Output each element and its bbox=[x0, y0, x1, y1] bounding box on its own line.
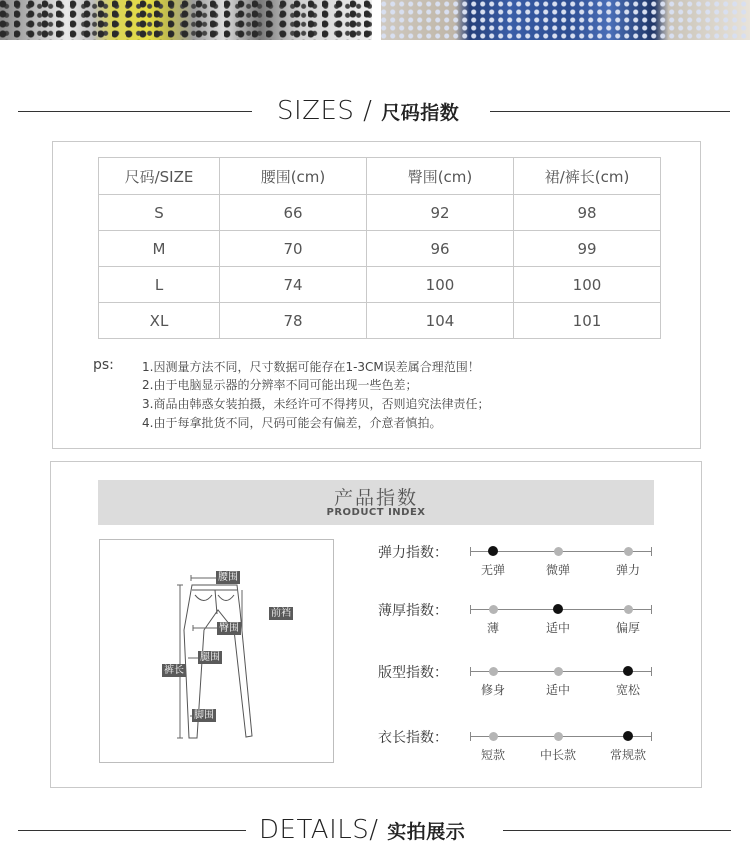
index-dot bbox=[554, 732, 563, 741]
table-cell: L bbox=[99, 267, 220, 303]
index-dot-selected bbox=[623, 731, 633, 741]
details-section-title bbox=[259, 815, 465, 845]
index-option-label: 弹力 bbox=[615, 563, 641, 577]
table-row bbox=[99, 303, 661, 339]
length-label: 裤长 bbox=[164, 665, 184, 676]
table-row bbox=[99, 195, 661, 231]
table-header-cell: 裙/裤长(cm) bbox=[514, 158, 661, 195]
index-scale-tick bbox=[651, 732, 652, 741]
index-dot bbox=[624, 605, 633, 614]
index-dot bbox=[554, 547, 563, 556]
sizes-title-zh: 尺码指数 bbox=[381, 102, 460, 124]
index-option-label: 常规款 bbox=[609, 748, 647, 762]
sizes-section-title bbox=[277, 96, 459, 126]
table-cell: M bbox=[99, 231, 220, 267]
index-dot bbox=[489, 667, 498, 676]
hem-label: 脚围 bbox=[194, 710, 214, 721]
index-scale-tick bbox=[470, 605, 471, 614]
table-cell: 78 bbox=[220, 303, 367, 339]
note-line: 1.因测量方法不同，尺寸数据可能存在1-3CM误差属合理范围！ bbox=[142, 360, 480, 374]
index-option-label: 适中 bbox=[545, 683, 571, 697]
product-index-banner bbox=[98, 480, 654, 525]
index-scale-tick bbox=[651, 547, 652, 556]
table-cell: 101 bbox=[514, 303, 661, 339]
table-cell: 100 bbox=[367, 267, 514, 303]
size-table bbox=[98, 157, 661, 339]
table-cell: 98 bbox=[514, 195, 661, 231]
index-row-label: 弹力指数： bbox=[378, 545, 448, 561]
index-option-label: 短款 bbox=[480, 748, 506, 762]
table-header-cell: 臀围(cm) bbox=[367, 158, 514, 195]
product-index-title: 产品指数 bbox=[333, 487, 418, 509]
table-cell: 74 bbox=[220, 267, 367, 303]
product-photo-left bbox=[0, 0, 372, 40]
details-title-sep: / bbox=[369, 815, 388, 845]
product-photo-right bbox=[381, 0, 750, 40]
index-option-label: 适中 bbox=[545, 621, 571, 635]
table-cell: 104 bbox=[367, 303, 514, 339]
index-dot bbox=[624, 547, 633, 556]
index-dot bbox=[489, 732, 498, 741]
index-scale-tick bbox=[470, 667, 471, 676]
table-cell: 66 bbox=[220, 195, 367, 231]
index-dot-selected bbox=[623, 666, 633, 676]
table-cell: 96 bbox=[367, 231, 514, 267]
front-rise-label: 前裆 bbox=[271, 608, 291, 619]
table-cell: S bbox=[99, 195, 220, 231]
table-header-cell: 尺码/SIZE bbox=[99, 158, 220, 195]
note-line: 2.由于电脑显示器的分辨率不同可能出现一些色差； bbox=[142, 378, 418, 392]
index-dot-selected bbox=[553, 604, 563, 614]
table-row bbox=[99, 231, 661, 267]
sizes-title-en: SIZES bbox=[277, 96, 355, 126]
details-title-en: DETAILS bbox=[259, 815, 370, 845]
table-cell: XL bbox=[99, 303, 220, 339]
index-scale-tick bbox=[470, 547, 471, 556]
notes-prefix: ps: bbox=[93, 357, 114, 373]
index-row-label: 衣长指数： bbox=[378, 730, 448, 746]
note-line: 4.由于每拿批货不同，尺码可能会有偏差，介意者慎拍。 bbox=[142, 416, 442, 430]
index-scale-tick bbox=[651, 605, 652, 614]
pants-diagram bbox=[99, 539, 334, 763]
index-scale-tick bbox=[470, 732, 471, 741]
table-cell: 99 bbox=[514, 231, 661, 267]
index-scale-tick bbox=[651, 667, 652, 676]
index-dot-selected bbox=[488, 546, 498, 556]
index-option-label: 薄 bbox=[486, 621, 500, 635]
hip-label: 臀围 bbox=[219, 623, 239, 634]
divider-line bbox=[18, 830, 246, 831]
table-cell: 100 bbox=[514, 267, 661, 303]
index-option-label: 宽松 bbox=[615, 683, 641, 697]
note-line: 3.商品由韩惑女装拍摄，未经许可不得拷贝，否则追究法律责任； bbox=[142, 397, 490, 411]
table-cell: 92 bbox=[367, 195, 514, 231]
divider-line bbox=[503, 830, 731, 831]
table-row bbox=[99, 267, 661, 303]
index-dot bbox=[489, 605, 498, 614]
table-header-cell: 腰围(cm) bbox=[220, 158, 367, 195]
sizes-title-sep: / bbox=[354, 96, 382, 126]
index-option-label: 中长款 bbox=[539, 748, 577, 762]
index-option-label: 偏厚 bbox=[615, 621, 641, 635]
divider-line bbox=[490, 111, 730, 112]
details-title-zh: 实拍展示 bbox=[387, 821, 466, 843]
size-table-header bbox=[99, 158, 661, 195]
divider-line bbox=[18, 111, 252, 112]
waist-label: 腰围 bbox=[218, 572, 238, 583]
index-row-label: 版型指数： bbox=[378, 665, 448, 681]
table-cell: 70 bbox=[220, 231, 367, 267]
index-option-label: 修身 bbox=[480, 683, 506, 697]
index-row-label: 薄厚指数： bbox=[378, 603, 448, 619]
index-option-label: 微弹 bbox=[545, 563, 571, 577]
index-dot bbox=[554, 667, 563, 676]
index-option-label: 无弹 bbox=[480, 563, 506, 577]
thigh-label: 腿围 bbox=[200, 652, 220, 663]
product-index-subtitle: PRODUCT INDEX bbox=[326, 507, 426, 518]
